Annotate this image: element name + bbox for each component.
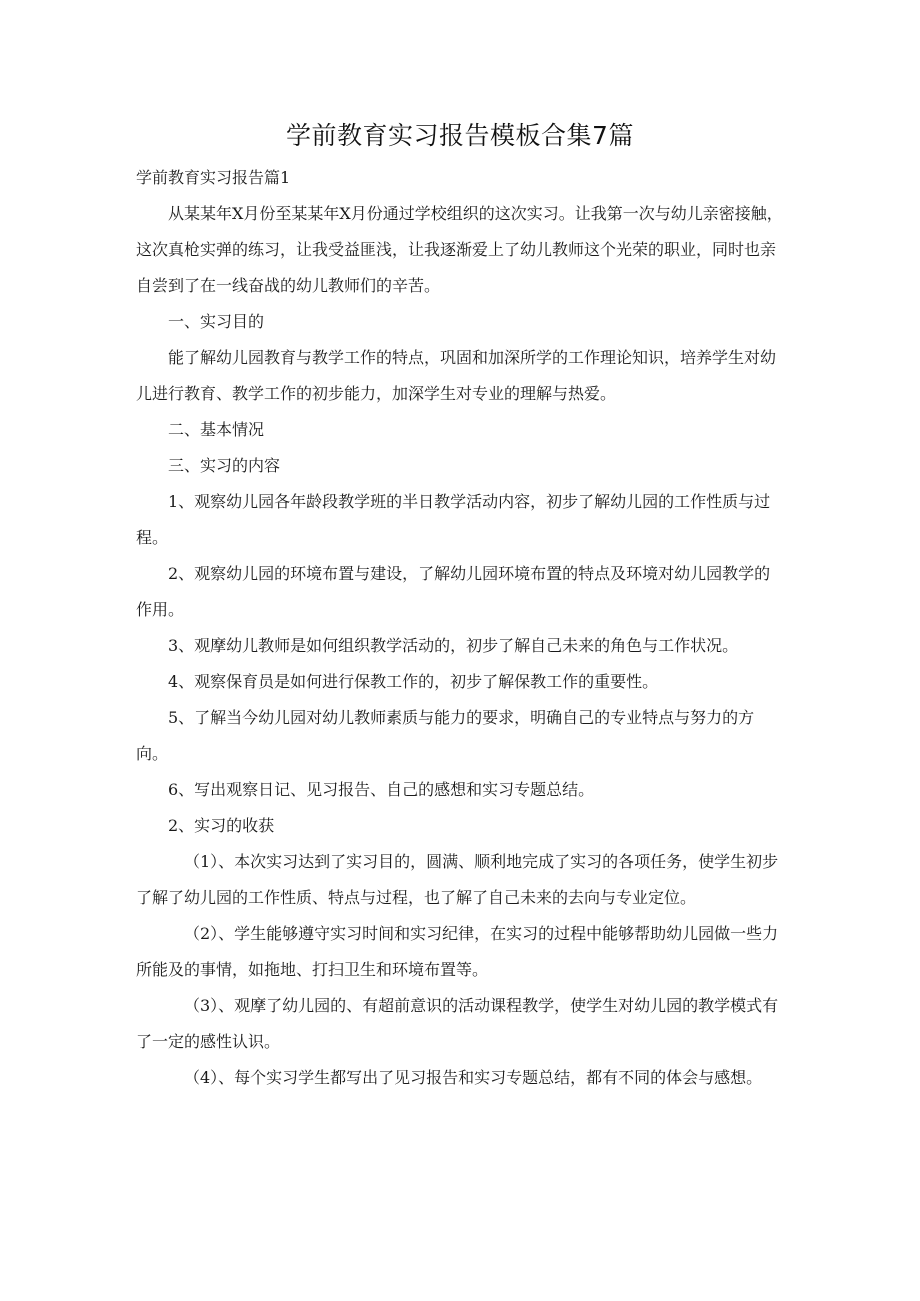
- heading-basic-info: 二、基本情况: [168, 420, 265, 439]
- document-body: [136, 160, 784, 1096]
- gain-item-2: （2）、学生能够遵守实习时间和实习纪律，在实习的过程中能够帮助幼儿园做一些力所能及的事情，如拖地、打扫卫生和环境布置等。: [136, 924, 779, 979]
- heading-purpose: 一、实习目的: [168, 312, 265, 331]
- section-subtitle: 学前教育实习报告篇1: [136, 168, 291, 187]
- paragraph-intro: 从某某年X月份至某某年X月份通过学校组织的这次实习。让我第一次与幼儿亲密接触，这次真枪实弹的练习，让我受益匪浅，让我逐渐爱上了幼儿教师这个光荣的职业，同时也亲自尝到了在一线奋战的幼儿教师们的辛苦。: [136, 204, 783, 295]
- gain-item-1: （1）、本次实习达到了实习目的，圆满、顺利地完成了实习的各项任务，使学生初步了解了幼儿园的工作性质、特点与过程，也了解了自己未来的去向与专业定位。: [136, 852, 779, 907]
- heading-content: 三、实习的内容: [168, 456, 281, 475]
- list-item-4: 4、观察保育员是如何进行保教工作的，初步了解保教工作的重要性。: [168, 672, 659, 691]
- list-item-2: 2、观察幼儿园的环境布置与建设，了解幼儿园环境布置的特点及环境对幼儿园教学的作用。: [136, 564, 771, 619]
- document-title: 学前教育实习报告模板合集7篇: [286, 121, 634, 150]
- list-item-3: 3、观摩幼儿教师是如何组织教学活动的，初步了解自己未来的角色与工作状况。: [168, 636, 739, 655]
- list-item-1: 1、观察幼儿园各年龄段教学班的半日教学活动内容，初步了解幼儿园的工作性质与过程。: [136, 492, 771, 547]
- list-item-5: 5、了解当今幼儿园对幼儿教师素质与能力的要求，明确自己的专业特点与努力的方向。: [136, 708, 755, 763]
- heading-gains: 2、实习的收获: [168, 816, 275, 835]
- paragraph-purpose: 能了解幼儿园教育与教学工作的特点，巩固和加深所学的工作理论知识，培养学生对幼儿进行教育、教学工作的初步能力，加深学生对专业的理解与热爱。: [136, 348, 777, 403]
- gain-item-3: （3）、观摩了幼儿园的、有超前意识的活动课程教学，使学生对幼儿园的教学模式有了一定的感性认识。: [136, 996, 779, 1051]
- list-item-6: 6、写出观察日记、见习报告、自己的感想和实习专题总结。: [168, 780, 595, 799]
- gain-item-4: （4）、每个实习学生都写出了见习报告和实习专题总结，都有不同的体会与感想。: [184, 1068, 763, 1087]
